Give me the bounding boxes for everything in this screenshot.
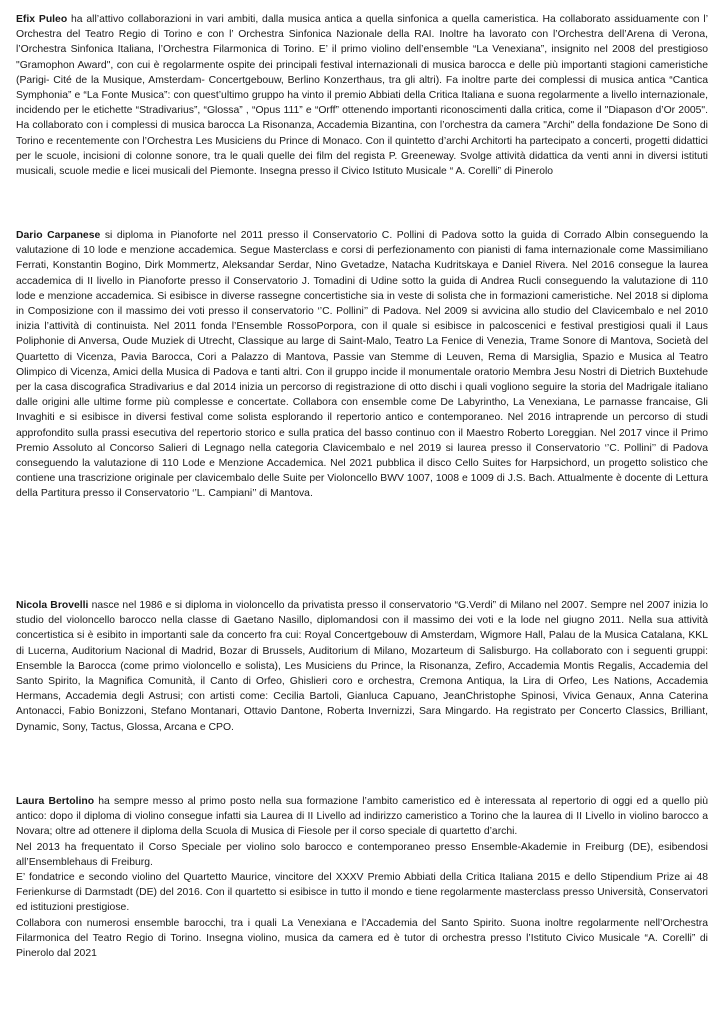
bio-name: Nicola Brovelli [16, 600, 89, 611]
bio-text: ha all’attivo collaborazioni in vari ambiti, dalla musica antica a quella sinfonica a quella cameristica. Ha collaborato assiduamente con l’ Orchestra del Teatro Regio di Torino e con l’ Orchestra Sinfonica Nazionale della RAI. Inoltre ha lavorato con l’Orchestra dell’Arena di Verona, l’Orchestra Sinfonica Italiana, l’Orchestra Filarmonica di Torino. E’ il primo violino dell’ensemble “La Venexiana”, insignito nel 2008 del prestigioso "Gramophon Award", con cui è regolarmente ospite dei principali festival internazionali di musica barocca e delle più importanti stagioni cameristiche (Parigi- Cité de la Musique, Amsterdam- Concertgebouw, Berlino Konzerthaus, tra gli altri). Fa inoltre parte dei complessi di musica antica “Cantica Symphonia” e “La Fonte Musica”: con quest’ultimo gruppo ha vinto il premio Abbiati della Critica Italiana e suona regolarmente a livello internazionale, incidendo per le etichette “Stradivarius”, “Glossa” , “Opus 111” e “Orff” ottenendo importanti riconoscimenti dalla critica, come il "Diapason d’Or 2005". Ha collaborato con i complessi di musica barocca La Risonanza, Accademia Bizantina, con l’orchestra da camera "Archi" della fondazione De Sono di Torino e recentemente con l’Orchestra Les Musiciens du Prince di Monaco. Con il quintetto d’archi Architorti ha partecipato a concerti, progetti didattici per le scuole, incisioni di colonne sonore, tra le quali quelle dei film del regista P. Greeneway. Svolge attività didattica da venti anni in diversi istituti musicali, scuole medie e licei musicali del Piemonte. Insegna presso il Civico Istituto Musicale “ A. Corelli” di Pinerolo [16, 14, 709, 178]
bio-text: si diploma in Pianoforte nel 2011 presso il Conservatorio C. Pollini di Padova sotto la guida di Corrado Albin conseguendo la valutazione di 10 lode e menzione accademica. Segue Masterclass e corsi di perfezionamento con pianisti di fama internazionale come Massimiliano Ferrati, Konstantin Bogino, Dirk Mommertz, Aleksandar Serdar, Nino Gvetadze, Natacha Kudritskaya e Daniel Rivera. Nel 2016 consegue la laurea accademica di II livello in Pianoforte presso il Conservatorio J. Tomadini di Udine sotto la guida di Andrea Rucli conseguendo la valutazione di 110 lode e menzione accademica. Si esibisce in diverse rassegne concertistiche sia in veste di solista che in formazioni cameristiche. Nel 2018 si diploma in Composizione con il massimo dei voti presso il conservatorio ‘’C. Pollini’’ di Padova. Nel 2009 si avvicina allo studio del Clavicembalo e nel 2010 inizia l’attività di continuista. Nel 2011 fonda l’Ensemble RossoPorpora, con il quale si esibisce in palcoscenici e festival prestigiosi quali il Laus Poliphonie di Anversa, Oude Muziek di Utrecht, Classique au large di Saint-Malo, Teatro La Fenice di Venezia, Trame Sonore di Mantova, Società del Quartetto di Vicenza, Pavia Barocca, Cori a Palazzo di Mantova, Passie van Stemme di Leuven, Rema di Marsiglia, Spazio e Musica al Teatro Olimpico di Vicenza, Amici della Musica di Padova e tanti altri. Con il gruppo incide il monumentale oratorio Membra Jesu Nostri di Dietrich Buxtehude per la casa discografica Stradivarius e dal 2014 inizia un percorso di registrazione di otto dischi i quali vogliono seguire la storia del Madrigale italiano dalle origini alle ultime forme più complesse e concertate. Collabora con ensemble come De Labyrintho, La Venexiana, Le parnasse francaise, Gli Invaghiti e si esibisce in diversi festival come solista esplorando il repertorio antico e contemporaneo. Nel 2016 intraprende un percorso di studi approfondito sulla prassi esecutiva del repertorio storico e sulla pratica del basso continuo con il Maestro Roberto Loreggian. Nel 2017 vince il Primo Premio Assoluto al Concorso Salieri di Legnago nella categoria Clavicembalo e nel 2019 si laurea presso il Conservatorio ‘’C. Pollini’’ di Padova conseguendo la valutazione di 110 Lode e Menzione Accademica. Nel 2021 pubblica il disco Cello Suites for Harpsichord, un progetto solistico che contiene una trascrizione originale per clavicembalo delle Suite per Violoncello BWV 1007, 1008 e 1009 di J.S. Bach. Attualmente è docente di Lettura della Partitura presso il Conservatorio ‘’L. Campiani’’ di Mantova. [16, 230, 708, 500]
bio-name: Dario Carpanese [16, 230, 101, 241]
bio-name: Efix Puleo [16, 14, 68, 25]
bio-text: ha sempre messo al primo posto nella sua formazione l’ambito cameristico ed è interessata al repertorio di oggi ed a quello più antico: dopo il diploma di violino consegue infatti sia Laurea di II Livello ad indirizzo cameristico a Torino che la laurea di II Livello in violino barocco a Novara; oltre ad ottenere il diploma della Scuola di Musica di Fiesole per il corso speciale di quartetto d’archi. [16, 796, 708, 838]
bio-paragraph [16, 598, 708, 735]
bio-efix-puleo [16, 12, 708, 179]
bio-paragraph [16, 228, 708, 502]
bio-nicola-brovelli [16, 598, 708, 735]
bio-text: nasce nel 1986 e si diploma in violoncello da privatista presso il conservatorio “G.Verdi” di Milano nel 2007. Sempre nel 2007 inizia lo studio del violoncello barocco nella classe di Gaetano Nasillo, diplomandosi con il massimo dei voti e la lode nel giugno 2011. Nella sua attività concertistica si è esibito in importanti sale da concerto fra cui: Royal Concertgebouw di Amsterdam, Wigmore Hall, Palau de la Musica Catalana, KKL di Lucerna, Auditorium Nacional di Madrid, Bozar di Brussels, Auditorium di Milano, Mozarteum di Salisburgo. Ha collaborato con i seguenti gruppi: Ensemble la Barocca (come primo violoncello e solista), Les Musiciens du Prince, la Risonanza, Zefiro, Accademia Montis Regalis, Accademia del Santo Spirito, la Magnifica Comunità, il Canto di Orfeo, Ghislieri coro e orchestra, Cremona Antiqua, la Lira di Orfeo, Les Nations, Accademia Hermans, Accademia degli Astrusi; con artisti come: Cecilia Bartoli, Gianluca Capuano, JeanChristophe Spinosi, Vivica Genaux, Anna Caterina Antonacci, Fabio Bonizzoni, Stefano Montanari, Ottavio Dantone, Roberta Invernizzi, Sara Mingardo. Ha registrato per Concerto Classics, Brilliant, Dynamic, Sony, Tactus, Glossa, Arcana e CPO. [16, 600, 709, 733]
bio-paragraph [16, 12, 708, 179]
bio-laura-bertolino [16, 794, 708, 961]
bio-paragraph [16, 794, 708, 840]
bio-paragraph: Nel 2013 ha frequentato il Corso Speciale per violino solo barocco e contemporaneo presso Ensemble-Akademie in Freiburg (DE), esibendosi all’Ensemblehaus di Freiburg. [16, 841, 708, 868]
bio-dario-carpanese [16, 228, 708, 502]
bio-paragraph: E’ fondatrice e secondo violino del Quartetto Maurice, vincitore del XXXV Premio Abbiati della Critica Italiana 2015 e dello Stipendium Prize ai 48 Ferienkurse di Darmstadt (DE) del 2016. Con il quartetto si esibisce in tutto il mondo e tiene regolarmente masterclass presso Università, Conservatori ed istituzioni prestigiose. [16, 872, 708, 914]
bio-paragraph: Collabora con numerosi ensemble barocchi, tra i quali La Venexiana e l’Accademia del Santo Spirito. Suona inoltre regolarmente nell’Orchestra Filarmonica del Teatro Regio di Torino. Insegna violino, musica da camera ed è tutor di orchestra presso l’Istituto Civico Musicale “A. Corelli” di Pinerolo dal 2021 [16, 917, 708, 960]
bio-name: Laura Bertolino [16, 796, 95, 807]
